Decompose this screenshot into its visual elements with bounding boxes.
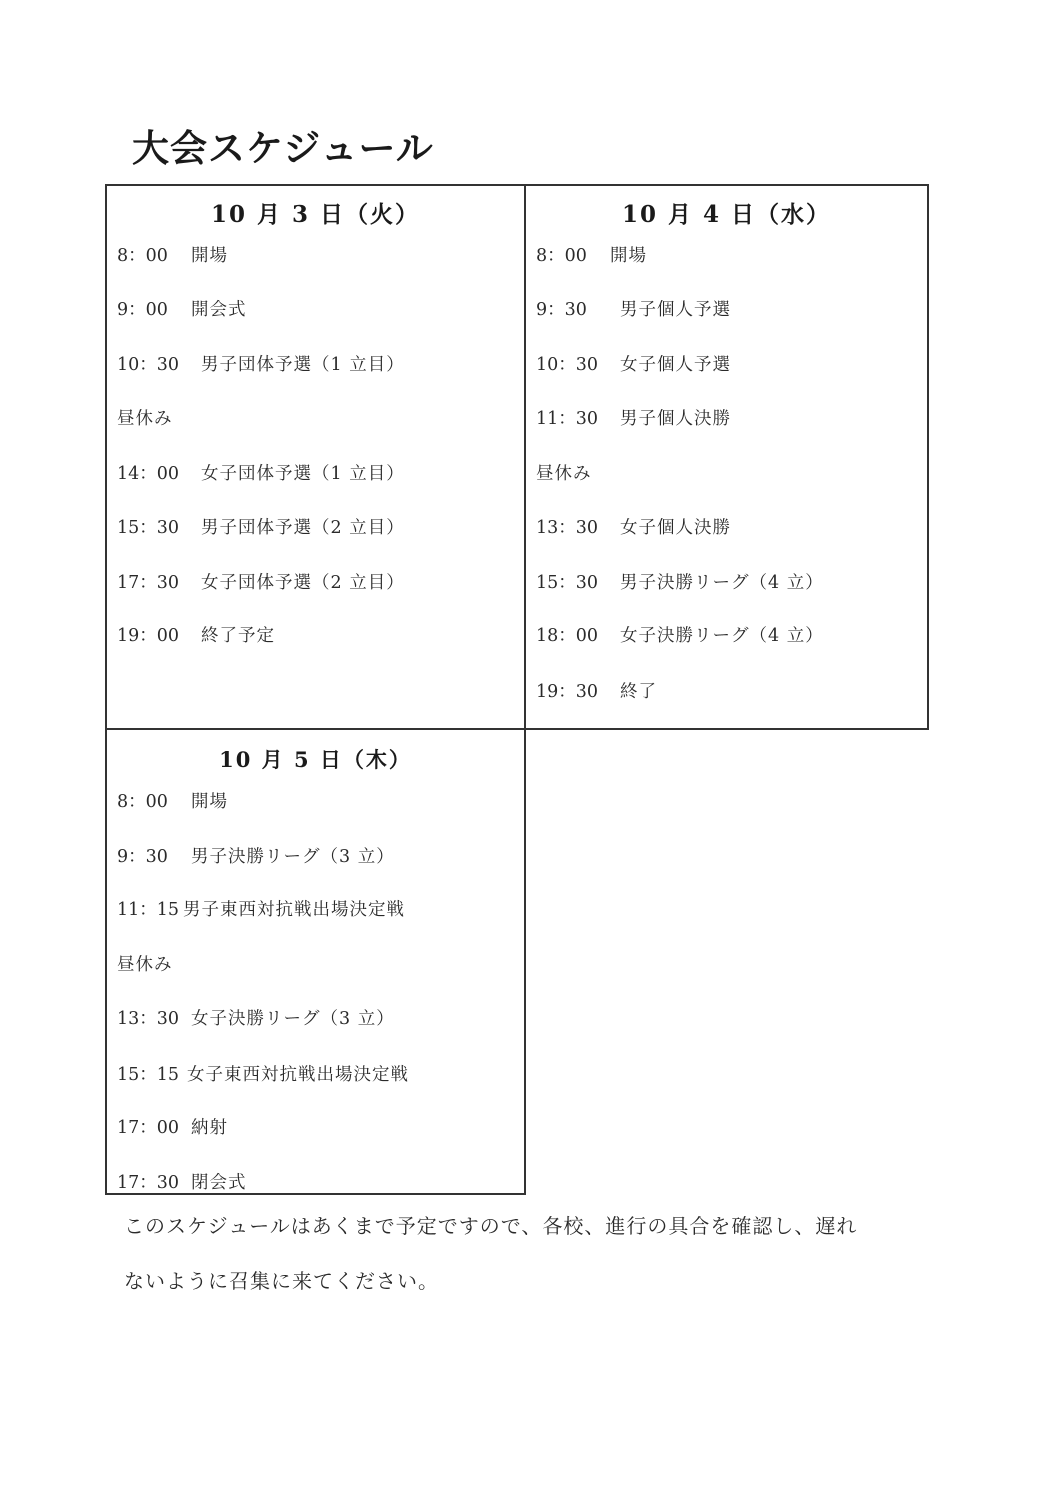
schedule-entry <box>536 514 731 539</box>
day-heading: 10 月 3 日（火） <box>210 201 421 228</box>
entry-time: 11：15 <box>117 900 180 920</box>
entry-time: 9：30 <box>117 847 168 867</box>
schedule-entry <box>536 622 824 647</box>
schedule-entry <box>536 296 731 321</box>
entry-event: 閉会式 <box>191 1173 247 1193</box>
entry-event: 女子東西対抗戦出場決定戦 <box>187 1065 409 1085</box>
entry-event: 男子個人予選 <box>620 300 731 320</box>
schedule-entry <box>117 351 405 376</box>
entry-event: 男子個人決勝 <box>620 409 731 429</box>
entry-event: 納射 <box>191 1118 228 1138</box>
entry-event: 男子団体予選（2 立目） <box>201 518 405 538</box>
schedule-entry <box>117 1005 395 1030</box>
entry-time: 14：00 <box>117 464 180 484</box>
schedule-entry <box>117 843 395 868</box>
entry-time: 17：30 <box>117 573 180 593</box>
entry-event: 終了 <box>620 682 657 702</box>
schedule-entry <box>536 405 731 430</box>
entry-event: 男子決勝リーグ（3 立） <box>191 847 395 867</box>
notice-line-2: ないように召集に来てください。 <box>124 1269 439 1293</box>
entry-time: 10：30 <box>536 355 599 375</box>
entry-event: 昼休み <box>536 464 592 484</box>
day-schedule-oct5 <box>105 728 526 1195</box>
entry-time: 15：30 <box>536 573 599 593</box>
entry-event: 女子団体予選（2 立目） <box>201 573 405 593</box>
schedule-entry <box>117 296 247 321</box>
entry-time: 17：00 <box>117 1118 180 1138</box>
schedule-entry <box>117 569 405 594</box>
entry-time: 15：30 <box>117 518 180 538</box>
entry-event: 終了予定 <box>201 626 275 646</box>
entry-time: 17：30 <box>117 1173 180 1193</box>
day-schedule-oct3 <box>105 184 526 730</box>
entry-event: 女子決勝リーグ（4 立） <box>620 626 824 646</box>
schedule-entry <box>536 569 824 594</box>
schedule-entry <box>117 1061 409 1086</box>
entry-time: 15：15 <box>117 1065 180 1085</box>
schedule-entry <box>117 242 228 267</box>
schedule-entry <box>117 951 173 976</box>
entry-time: 19：00 <box>117 626 180 646</box>
entry-event: 開場 <box>191 792 228 812</box>
entry-event: 開場 <box>610 246 647 266</box>
schedule-entry <box>117 514 405 539</box>
entry-time: 8：00 <box>536 246 587 266</box>
entry-event: 女子個人予選 <box>620 355 731 375</box>
entry-event: 女子団体予選（1 立目） <box>201 464 405 484</box>
entry-time: 9：30 <box>536 300 587 320</box>
notice-line-1: このスケジュールはあくまで予定ですので、各校、進行の具合を確認し、遅れ <box>124 1214 858 1238</box>
schedule-entry <box>536 460 592 485</box>
schedule-entry <box>117 896 405 921</box>
entry-time: 13：30 <box>536 518 599 538</box>
entry-time: 8：00 <box>117 246 168 266</box>
entry-event: 男子団体予選（1 立目） <box>201 355 405 375</box>
entry-time: 19：30 <box>536 682 599 702</box>
schedule-entry <box>536 242 647 267</box>
entry-time: 11：30 <box>536 409 599 429</box>
entry-event: 女子決勝リーグ（3 立） <box>191 1009 395 1029</box>
schedule-entry <box>536 678 657 703</box>
entry-event: 男子決勝リーグ（4 立） <box>620 573 824 593</box>
entry-event: 開場 <box>191 246 228 266</box>
entry-time: 13：30 <box>117 1009 180 1029</box>
entry-time: 8：00 <box>117 792 168 812</box>
schedule-entry <box>117 405 173 430</box>
entry-event: 昼休み <box>117 409 173 429</box>
entry-time: 18：00 <box>536 626 599 646</box>
entry-time: 9：00 <box>117 300 168 320</box>
schedule-entry <box>536 351 731 376</box>
entry-event: 女子個人決勝 <box>620 518 731 538</box>
entry-event: 昼休み <box>117 955 173 975</box>
schedule-entry <box>117 460 405 485</box>
schedule-entry <box>117 1114 228 1139</box>
day-heading: 10 月 5 日（木） <box>219 747 412 772</box>
day-heading: 10 月 4 日（水） <box>621 201 832 228</box>
entry-time: 10：30 <box>117 355 180 375</box>
page-title: 大会スケジュール <box>132 127 434 170</box>
schedule-entry <box>117 1169 247 1194</box>
schedule-entry <box>117 622 275 647</box>
schedule-entry <box>117 788 228 813</box>
day-schedule-oct4 <box>524 184 929 730</box>
entry-event: 開会式 <box>191 300 247 320</box>
entry-event: 男子東西対抗戦出場決定戦 <box>183 900 405 920</box>
